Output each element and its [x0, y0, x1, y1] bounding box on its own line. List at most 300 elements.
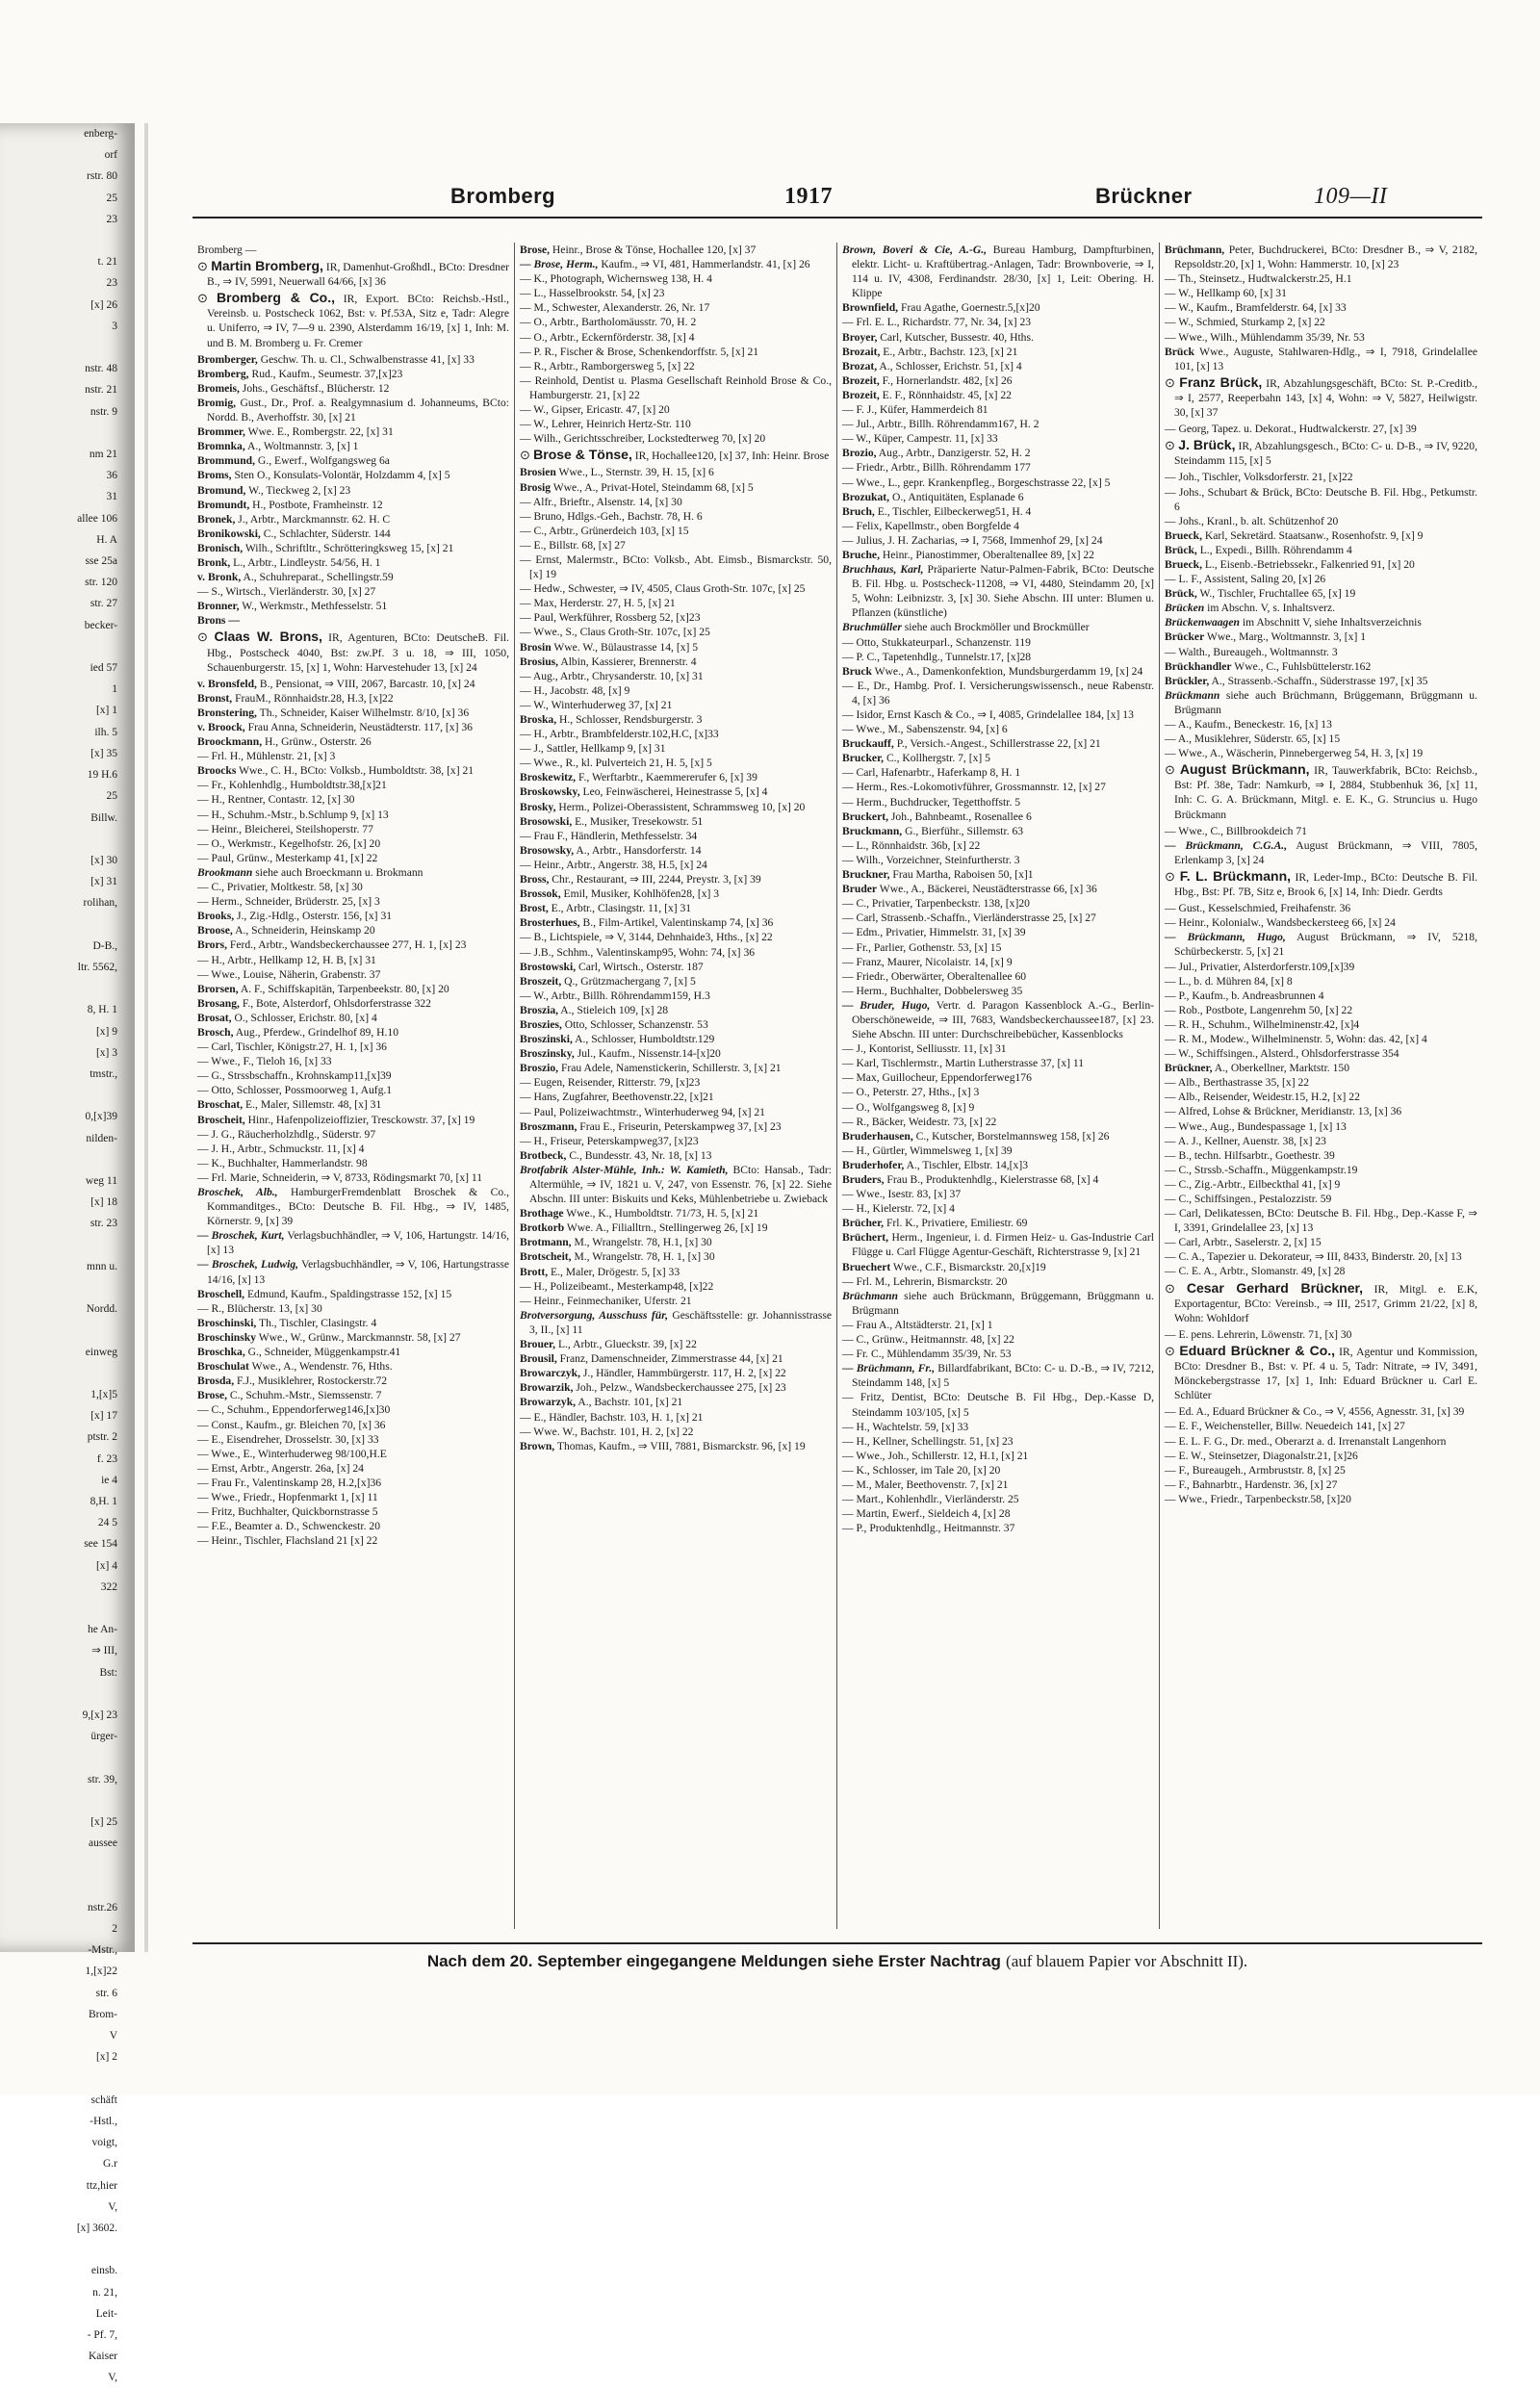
entry-name: Bruckert,	[842, 809, 888, 823]
margin-fragment	[0, 1085, 135, 1106]
entry-name: Bronek,	[197, 512, 236, 526]
entry-details: — H., Jacobstr. 48, [x] 9	[520, 683, 630, 697]
entry-name: Broska,	[520, 713, 557, 726]
entry-details: E., Maler, Sillemstr. 48, [x] 31	[243, 1098, 382, 1112]
firm-mark-icon: ⊙	[1165, 1280, 1187, 1296]
entry-details: — M., Schwester, Alexanderstr. 26, Nr. 17	[520, 301, 710, 315]
entry-name: Brown,	[520, 1439, 555, 1452]
entry-name: Brommund,	[197, 454, 256, 468]
entry-details: Verlagsbuchhändler, ⇒ V, 106, Hartungstrasse 14/16, [x] 13	[207, 1258, 509, 1286]
directory-entry	[1165, 1492, 1477, 1506]
margin-fragment: einsb.	[90, 2265, 117, 2277]
directory-entry	[520, 814, 832, 829]
entry-details: — Otto, Schlosser, Possmoorweg 1, Aufg.1	[197, 1084, 393, 1097]
directory-entry	[197, 1504, 509, 1519]
entry-details: — O., Wolfgangsweg 8, [x] 9	[842, 1100, 975, 1114]
entry-details: — W., Hellkamp 60, [x] 31	[1165, 287, 1287, 300]
entry-details: — P., Produktenhdlg., Heitmannstr. 37	[842, 1522, 1015, 1535]
entry-name: Brotkorb	[520, 1221, 565, 1235]
entry-details: — Alb., Berthastrasse 35, [x] 22	[1165, 1076, 1310, 1090]
entry-heading: Brotfabrik Alster-Mühle, Inh.: W. Kamieth,	[520, 1163, 729, 1176]
entry-details: Wwe., C., Fuhlsbüttelerstr.162	[1231, 659, 1372, 673]
margin-fragment: 25	[106, 790, 117, 803]
directory-entry	[197, 1519, 509, 1533]
margin-fragment: enberg-	[84, 128, 117, 140]
entry-details: L., Eisenb.-Betriebssekr., Falkenried 91, [x] 20	[1201, 557, 1415, 571]
directory-entry	[842, 1390, 1154, 1419]
margin-fragment: schäft	[90, 2094, 117, 2106]
entry-details: — W., Küper, Campestr. 11, [x] 33	[842, 432, 998, 446]
directory-entry	[197, 808, 509, 822]
directory-entry	[197, 822, 509, 836]
entry-details: — P., Kaufm., b. Andreasbrunnen 4	[1165, 989, 1324, 1002]
entry-name: Brosda,	[197, 1374, 235, 1388]
entry-details: A., Schuhreparat., Schellingstr.59	[241, 571, 394, 584]
entry-name: Brozat,	[842, 359, 878, 372]
directory-entry	[197, 527, 509, 541]
entry-details: Wwe., K., Humboldtstr. 71/73, H. 5, [x] 21	[563, 1207, 759, 1220]
entry-details: — Carl, Tischler, Königstr.27, H. 1, [x] 36	[197, 1040, 387, 1054]
entry-name: Broyer,	[842, 330, 878, 344]
entry-name: Broszio,	[520, 1062, 559, 1075]
entry-details: B., Film-Artikel, Valentinskamp 74, [x] 36	[579, 916, 774, 930]
entry-name: Broscheit,	[197, 1113, 245, 1126]
entry-details: Wwe., A., Damenkonfektion, Mundsburgerdamm 19, [x] 24	[871, 664, 1143, 678]
entry-details: — O., Werkmstr., Kegelhofstr. 26, [x] 20	[197, 836, 381, 850]
directory-entry	[1165, 1235, 1477, 1249]
entry-name: Broose,	[197, 924, 233, 938]
directory-entry	[1165, 1134, 1477, 1148]
directory-entry	[197, 763, 509, 778]
entry-name: Bronst,	[197, 691, 233, 705]
directory-entry	[197, 1127, 509, 1142]
directory-entry	[197, 894, 509, 909]
entry-details: — P. R., Fischer & Brose, Schenkendorffstr. 5, [x] 21	[520, 345, 759, 358]
entry-name: Bromund,	[197, 483, 246, 497]
directory-entry	[842, 490, 1154, 504]
entry-name: Brose,	[520, 244, 551, 256]
firm-mark-icon: ⊙	[1165, 438, 1179, 453]
entry-details: — R., Arbtr., Ramborgersweg 5, [x] 22	[520, 359, 695, 372]
directory-entry	[520, 1119, 832, 1134]
entry-details: C., Schlachter, Süderstr. 144	[260, 527, 391, 540]
page-header	[192, 178, 1482, 218]
margin-fragment	[0, 1854, 135, 1875]
directory-entry	[197, 1374, 509, 1388]
directory-entry	[197, 1432, 509, 1447]
directory-entry	[842, 882, 1154, 896]
entry-details: A., Schlosser, Erichstr. 51, [x] 4	[877, 359, 1022, 372]
entry-details: Sten O., Konsulats-Volontär, Holzdamm 4, [x] 5	[231, 469, 450, 482]
directory-entry	[197, 1418, 509, 1432]
directory-entry	[197, 938, 509, 952]
directory-entry	[842, 300, 1154, 315]
entry-details: — Wwe., Friedr., Hopfenmarkt 1, [x] 11	[197, 1490, 378, 1503]
entry-details: W., Werkmstr., Methfesselstr. 51	[239, 600, 388, 613]
entry-name: Brückhandler	[1165, 659, 1232, 673]
directory-entry	[520, 1163, 832, 1206]
directory-entry	[842, 635, 1154, 650]
entry-name: Broschulat	[197, 1360, 249, 1374]
firm-mark-icon: ⊙	[520, 448, 534, 463]
directory-entry	[520, 640, 832, 655]
entry-details: Wwe., C.F., Bismarckstr. 20,[x]19	[890, 1260, 1046, 1273]
entry-details: — Heinr., Tischler, Flachsland 21 [x] 22	[197, 1534, 378, 1548]
entry-details: — Julius, J. H. Zacharias, ⇒ I, 7568, Immenhof 29, [x] 24	[842, 533, 1103, 547]
directory-entry	[197, 541, 509, 555]
margin-fragment: rolihan,	[83, 897, 117, 910]
entry-name: Brownfield,	[842, 301, 899, 315]
entry-details: Edmund, Kaufm., Spaldingstrasse 152, [x] 15	[244, 1287, 452, 1300]
entry-details: IR, Tauwerkfabrik, BCto: Reichsb., Bst: Pf. 38e, Tadr: Namkurb, ⇒ I, 2884, Stubbenhuk 36, [x] 11, Inh: C. G. A. Brückmann, Mitgl. e. E. K., G. Struncius u. Hugo Brückmann	[1174, 764, 1477, 821]
directory-entry	[842, 1041, 1154, 1056]
directory-entry	[520, 1308, 832, 1337]
directory-entry	[520, 1046, 832, 1061]
entry-name: Brüchmann,	[1165, 244, 1225, 256]
directory-entry	[197, 1533, 509, 1548]
directory-entry	[520, 1003, 832, 1017]
directory-entry	[1165, 1249, 1477, 1264]
directory-entry	[520, 431, 832, 446]
directory-entry	[520, 698, 832, 712]
entry-heading: Broschek, Alb.,	[197, 1186, 278, 1198]
entry-details: Carl, Kutscher, Bussestr. 40, Hths.	[877, 330, 1034, 344]
directory-entry	[1165, 271, 1477, 286]
margin-fragment: 9,[x] 23	[82, 1709, 117, 1722]
margin-fragment	[0, 1598, 135, 1619]
margin-fragment: Nordd.	[86, 1303, 117, 1316]
entry-details: — K., Schlosser, im Tale 20, [x] 20	[842, 1463, 1001, 1477]
margin-fragment: 23	[106, 213, 117, 225]
directory-entry	[842, 1172, 1154, 1187]
entry-details: — Wwe., C., Billbrookdeich 71	[1165, 824, 1307, 837]
entry-details: A., Bachstr. 101, [x] 21	[576, 1396, 683, 1409]
directory-entry	[842, 1477, 1154, 1492]
entry-details: — Aug., Arbtr., Chrysanderstr. 10, [x] 31	[520, 669, 704, 682]
entry-name: Brosterhues,	[520, 916, 580, 930]
directory-entry	[842, 795, 1154, 809]
footer-notice: Nach dem 20. September eingegangene Meldungen siehe Erster Nachtrag	[426, 1952, 1001, 1970]
directory-entry	[197, 584, 509, 599]
margin-fragment: - Pf. 7,	[87, 2328, 117, 2341]
entry-details: Frau B., Produktenhdlg., Kielerstrasse 68, [x] 4	[884, 1173, 1099, 1186]
directory-entry	[520, 1134, 832, 1148]
entry-details: — E. W., Steinsetzer, Diagonalstr.21, [x]26	[1165, 1449, 1358, 1462]
entry-details: — Wwe., Aug., Bundespassage 1, [x] 13	[1165, 1119, 1347, 1133]
entry-details: — Gust., Kesselschmied, Freihafenstr. 36	[1165, 902, 1351, 915]
margin-fragment: sse 25a	[85, 555, 117, 568]
directory-entry	[197, 424, 509, 439]
directory-entry	[520, 800, 832, 814]
margin-fragment	[0, 1876, 135, 1897]
directory-entry	[197, 1257, 509, 1286]
directory-entry	[520, 669, 832, 683]
entry-details: — H., Gürtler, Wimmelsweg 1, [x] 39	[842, 1143, 1013, 1157]
entry-name: Brosig	[520, 480, 551, 494]
margin-fragment: nilden-	[86, 1132, 117, 1144]
directory-columns	[192, 243, 1482, 1929]
entry-details: Wwe., W., Grünw., Marckmannstr. 58, [x] 27	[256, 1330, 461, 1344]
margin-fragment: 24 5	[97, 1517, 117, 1529]
directory-entry	[197, 1113, 509, 1127]
margin-fragment: allee 106	[77, 512, 117, 525]
directory-entry	[520, 1279, 832, 1294]
directory-entry	[520, 1337, 832, 1351]
entry-heading: Brücken	[1165, 602, 1205, 615]
entry-name: Bruche,	[842, 548, 880, 561]
entry-name: Claas W. Brons,	[214, 629, 322, 645]
entry-name: Bruck	[842, 664, 872, 678]
entry-name: Broschat,	[197, 1098, 244, 1112]
entry-details: — Frl. E. L., Richardstr. 77, Nr. 34, [x] 23	[842, 316, 1032, 329]
entry-details: — E. F., Weichensteller, Billw. Neuedeich 141, [x] 27	[1165, 1420, 1405, 1433]
margin-fragment: [x] 18	[90, 1196, 117, 1209]
entry-details: — R. H., Schuhm., Wilhelminenstr.42, [x]4	[1165, 1017, 1360, 1031]
entry-details: — H., Arbtr., Brambfelderstr.102,H.C, [x]33	[520, 728, 719, 741]
directory-entry	[197, 749, 509, 763]
directory-entry	[520, 315, 832, 329]
entry-name: Brosky,	[520, 800, 556, 813]
directory-entry	[1165, 543, 1477, 557]
margin-fragment: 23	[106, 277, 117, 290]
entry-heading: — Brose, Herm.,	[520, 258, 599, 271]
entry-name: Broszinski,	[520, 1033, 573, 1046]
directory-entry	[520, 974, 832, 989]
entry-details: A., Schneiderin, Heinskamp 20	[232, 924, 375, 938]
directory-entry	[1165, 1449, 1477, 1463]
entry-details: IR, Abzahlungsgesch., BCto: C- u. D-B., ⇒ IV, 9220, Steindamm 115, [x] 5	[1174, 440, 1477, 468]
directory-entry	[520, 1032, 832, 1046]
directory-entry	[1165, 1419, 1477, 1433]
entry-details: IR, Abzahlungsgeschäft, BCto: St. P.-Creditb., ⇒ I, 2577, Reeperbahn 143, [x] 4, Wohn: ⇒ V, 5827, Heilwigstr. 30, [x] 37	[1174, 376, 1477, 420]
entry-name: Brosch,	[197, 1025, 234, 1039]
entry-details: — Alfr., Brieftr., Alsenstr. 14, [x] 30	[520, 495, 682, 508]
firm-mark-icon: ⊙	[197, 629, 215, 645]
entry-details: — Reinhold, Dentist u. Plasma Gesellschaft Reinhold Brose & Co., Hamburgerstr. 21, [x] 22	[520, 373, 832, 401]
entry-details: Ferd., Arbtr., Wandsbeckerchaussee 277, H. 1, [x] 23	[227, 938, 467, 952]
entry-details: — C., Strssb.-Schaffn., Müggenkampstr.19	[1165, 1163, 1358, 1176]
directory-entry	[842, 1274, 1154, 1289]
entry-name: Bromnka,	[197, 440, 245, 453]
entry-details: — L. F., Assistent, Saling 20, [x] 26	[1165, 573, 1326, 586]
entry-details: — Heinr., Arbtr., Angerstr. 38, H.5, [x] 24	[520, 858, 707, 871]
margin-fragment: ltr. 5562,	[77, 961, 117, 973]
directory-entry	[842, 998, 1154, 1041]
directory-entry	[520, 1351, 832, 1366]
entry-details: — H., Arbtr., Hellkamp 12, H. B, [x] 31	[197, 953, 376, 966]
entry-details: H., Postbote, Framheinstr. 12	[249, 498, 383, 511]
directory-entry	[197, 836, 509, 851]
entry-heading: Bruchmüller	[842, 621, 902, 634]
entry-details: A., Woltmannstr. 3, [x] 1	[244, 440, 359, 453]
entry-name: Brozukat,	[842, 490, 890, 503]
directory-entry	[1165, 1463, 1477, 1477]
directory-entry	[1165, 824, 1477, 838]
margin-fragment: 1,[x]22	[85, 1965, 117, 1978]
entry-details: Emil, Musiker, Kohlhöfen28, [x] 3	[560, 887, 720, 901]
entry-details: — Ernst, Malermstr., BCto: Volksb., Abt. Eimsb., Bismarckstr. 50, [x] 19	[520, 552, 832, 581]
advertised-entry	[1165, 869, 1477, 899]
directory-entry	[1165, 1090, 1477, 1104]
margin-fragment: 0,[x]39	[85, 1111, 117, 1123]
entry-details: — M., Maler, Beethovenstr. 7, [x] 21	[842, 1477, 1009, 1491]
entry-name: Franz Brück,	[1179, 373, 1263, 390]
margin-fragment	[0, 1747, 135, 1768]
entry-details: J., Händler, Hammbürgerstr. 117, H. 2, [x] 22	[580, 1367, 786, 1380]
directory-entry	[197, 453, 509, 468]
directory-entry	[1165, 1206, 1477, 1235]
margin-fragment: [x] 3	[95, 1046, 117, 1059]
entry-details: — C., Zig.-Arbtr., Eilbeckthal 41, [x] 9	[1165, 1177, 1341, 1191]
entry-details: — E., Billstr. 68, [x] 27	[520, 538, 626, 552]
entry-details: Chr., Restaurant, ⇒ III, 2244, Preystr. 3, [x] 39	[549, 873, 761, 886]
entry-details: — Bruno, Hdlgs.-Geh., Bachstr. 78, H. 6	[520, 509, 703, 523]
entry-heading: Brotversorgung, Ausschuss für,	[520, 1308, 668, 1322]
directory-entry	[520, 989, 832, 1003]
margin-fragment	[0, 1320, 135, 1341]
directory-entry	[1165, 1192, 1477, 1206]
margin-fragment: str. 27	[90, 598, 117, 610]
directory-entry	[1165, 732, 1477, 746]
directory-entry	[520, 770, 832, 784]
directory-entry	[842, 1449, 1154, 1463]
entry-details: Th., Schneider, Kaiser Wilhelmstr. 8/10, [x] 36	[256, 706, 470, 719]
margin-fragment: 8, H. 1	[87, 1004, 117, 1016]
entry-details: — J., Kontorist, Selliusstr. 11, [x] 31	[842, 1042, 1007, 1056]
directory-entry	[520, 1249, 832, 1264]
directory-entry	[842, 1318, 1154, 1332]
entry-details: — B., techn. Hilfsarbtr., Goethestr. 39	[1165, 1148, 1335, 1162]
margin-fragment: orf	[104, 149, 117, 162]
entry-details: — Joh., Tischler, Volksdorferstr. 21, [x]22	[1165, 471, 1353, 484]
directory-entry	[1165, 974, 1477, 989]
margin-fragment: [x] 35	[90, 747, 117, 759]
entry-name: Brozeit,	[842, 388, 880, 401]
margin-fragment: nstr. 9	[90, 405, 117, 418]
entry-details: — O., Peterstr. 27, Hths., [x] 3	[842, 1086, 980, 1099]
directory-entry	[1165, 838, 1477, 867]
entry-name: v. Bronsfeld,	[197, 677, 257, 690]
directory-entry	[520, 930, 832, 944]
firm-mark-icon: ⊙	[1165, 762, 1180, 778]
directory-entry	[1165, 572, 1477, 586]
entry-details: — H., Rentner, Contastr. 12, [x] 30	[197, 793, 355, 807]
entry-name: Cesar Gerhard Brückner,	[1186, 1279, 1364, 1296]
directory-entry	[842, 650, 1154, 664]
entry-name: Brückler,	[1165, 674, 1210, 687]
directory-entry	[520, 712, 832, 727]
entry-name: Broschka,	[197, 1346, 245, 1359]
entry-details: E., Arbtr., Bachstr. 123, [x] 21	[880, 345, 1018, 358]
entry-name: Brotmann,	[520, 1236, 572, 1249]
entry-details: — Const., Kaufm., gr. Bleichen 70, [x] 36	[197, 1418, 386, 1431]
directory-entry	[842, 620, 1154, 634]
margin-fragment: [x] 17	[90, 1410, 117, 1423]
margin-fragment	[0, 1363, 135, 1384]
margin-fragment: tmstr.,	[90, 1067, 117, 1080]
entry-details: Heinr., Pianostimmer, Oberaltenallee 89, [x] 22	[879, 548, 1094, 561]
directory-entry	[842, 722, 1154, 736]
directory-entry	[842, 504, 1154, 519]
entry-details: — Max, Herderstr. 27, H. 5, [x] 21	[520, 597, 676, 610]
directory-entry	[1165, 746, 1477, 760]
directory-entry	[197, 1490, 509, 1504]
margin-fragment	[0, 636, 135, 657]
margin-fragment: ie 4	[101, 1474, 117, 1486]
entry-name: Brott,	[520, 1265, 549, 1278]
directory-entry	[520, 1148, 832, 1163]
entry-details: Wwe., Auguste, Stahlwaren-Hdlg., ⇒ I, 7918, Grindelallee 101, [x] 13	[1174, 345, 1477, 372]
directory-entry	[520, 417, 832, 431]
firm-mark-icon: ⊙	[1165, 868, 1180, 884]
directory-entry	[520, 1220, 832, 1235]
entry-details: IR, Agenturen, BCto: DeutscheB. Fil. Hbg., Postscheck 4040, Bst: zw.Pf. 3 u. 18, ⇒ III, 1050, Schauenburgerstr. 15, [x] 1, Wohn: Harvestehuder 13, [x] 24	[207, 631, 509, 674]
entry-details: — Paul, Grünw., Mesterkamp 41, [x] 22	[197, 851, 378, 864]
directory-entry	[842, 1332, 1154, 1347]
entry-details: H., Grünw., Osterstr. 26	[262, 735, 372, 749]
entry-details: Leo, Feinwäscherei, Heinestrasse 5, [x] 4	[579, 785, 768, 799]
header-right-keyword: Brückner	[1095, 184, 1193, 208]
entry-details: — Carl, Strassenb.-Schaffn., Vierländerstrasse 25, [x] 27	[842, 912, 1096, 925]
entry-details: — Jul., Privatier, Alsterdorferstr.109,[x]39	[1165, 960, 1355, 973]
directory-entry	[520, 829, 832, 843]
entry-details: E., Tischler, Eilbeckerweg51, H. 4	[874, 504, 1032, 518]
entry-details: siehe auch Brüchmann, Brüggemann, Brüggmann u. Brügmann	[1174, 688, 1477, 716]
directory-entry	[842, 809, 1154, 824]
entry-details: — Paul, Polizeiwachtmstr., Winterhuderweg 94, [x] 21	[520, 1105, 765, 1118]
entry-details: P., Versich.-Angest., Schillerstrasse 22, [x] 21	[893, 737, 1101, 751]
entry-details: — Frau F., Händlerin, Methfesselstr. 34	[520, 829, 698, 842]
entry-details: — F., Bahnarbtr., Hardenstr. 36, [x] 27	[1165, 1477, 1338, 1491]
entry-details: Wwe., Marg., Woltmannstr. 3, [x] 1	[1204, 630, 1367, 644]
entry-name: F. L. Brückmann,	[1179, 867, 1292, 884]
margin-fragment	[0, 230, 135, 251]
entry-name: Bromberger,	[197, 352, 258, 366]
firm-mark-icon: ⊙	[197, 259, 212, 274]
entry-details: — F.E., Beamter a. D., Schwenckestr. 20	[197, 1520, 381, 1533]
entry-details: — H., Kielerstr. 72, [x] 4	[842, 1202, 955, 1216]
directory-entry	[1165, 1017, 1477, 1032]
directory-entry	[842, 867, 1154, 882]
directory-entry	[1165, 422, 1477, 436]
directory-entry	[1165, 688, 1477, 717]
directory-entry	[842, 736, 1154, 751]
entry-name: Broszeit,	[520, 974, 562, 988]
entry-details: — Martin, Ewerf., Sieldeich 4, [x] 28	[842, 1507, 1011, 1521]
directory-entry	[1165, 286, 1477, 300]
margin-fragment: Bst:	[99, 1666, 117, 1679]
entry-details: IR, Damenhut-Großhdl., BCto: Dresdner B., ⇒ IV, 5991, Neuerwall 64/66, [x] 36	[207, 261, 509, 289]
directory-entry	[842, 925, 1154, 939]
entry-details: — Wwe. W., Bachstr. 101, H. 2, [x] 22	[520, 1425, 694, 1438]
entry-details: HamburgerFremdenblatt Broschek & Co., Kommanditges., BCto: Deutsche B. Fil. Hbg., ⇒ IV, 1485, Körnerstr. 9, [x] 39	[207, 1186, 509, 1228]
entry-name: Brück	[1165, 345, 1194, 358]
directory-entry	[842, 1201, 1154, 1216]
directory-entry	[842, 431, 1154, 446]
entry-heading: — Bruder, Hugo,	[842, 998, 931, 1012]
margin-fragment: 2	[112, 1923, 117, 1936]
directory-entry	[197, 555, 509, 570]
directory-entry	[1165, 485, 1477, 514]
directory-entry	[520, 538, 832, 552]
entry-details: — Edm., Privatier, Himmelstr. 31, [x] 39	[842, 926, 1026, 939]
entry-details: — W., Arbtr., Billh. Röhrendamm159, H.3	[520, 989, 710, 1002]
directory-entry	[520, 843, 832, 858]
margin-fragment: aussee	[88, 1837, 117, 1850]
entry-details: Q., Grützmachergang 7, [x] 5	[561, 974, 696, 988]
directory-entry	[520, 524, 832, 538]
margin-fragment: 1,[x]5	[90, 1388, 117, 1400]
